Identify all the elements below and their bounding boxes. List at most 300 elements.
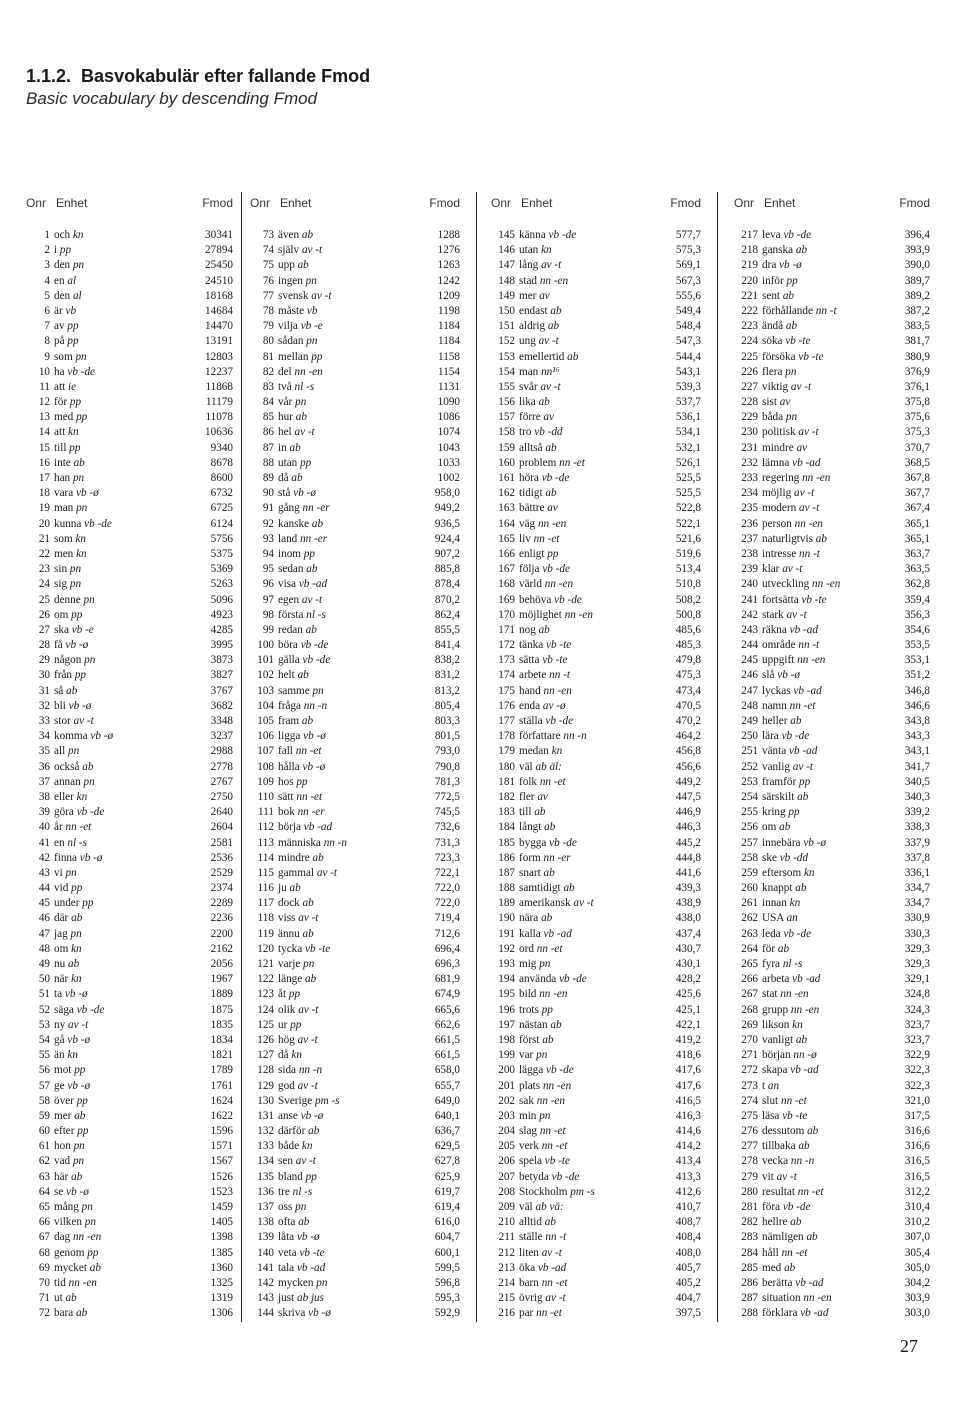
table-row	[26, 836, 233, 851]
entry-word	[50, 972, 183, 987]
entry-number: 101	[257, 654, 274, 667]
entry-word-class: vb -te	[785, 335, 811, 348]
entry-word	[274, 1185, 410, 1200]
entry-fmod: 383,5	[904, 320, 930, 333]
entry-fmod: 722,0	[434, 897, 460, 910]
table-row	[734, 911, 930, 926]
entry-word	[515, 1048, 651, 1063]
entry-word-class: ab	[798, 1140, 810, 1153]
entry-word-class: nn -t	[798, 547, 820, 560]
entry-lemma: stark	[762, 608, 784, 621]
entry-fmod: 312,2	[904, 1185, 930, 1198]
entry-word-class: nn -en	[812, 578, 841, 591]
entry-fmod: 356,3	[904, 608, 930, 621]
entry-word	[758, 729, 880, 744]
entry-lemma: bättre	[519, 502, 545, 515]
entry-word	[515, 532, 651, 547]
entry-word-class: vb -ad	[800, 1307, 829, 1320]
entry-word-class: vb -ad	[790, 1064, 819, 1077]
table-row	[250, 987, 460, 1002]
entry-word-class: vb -dd	[534, 426, 563, 439]
entry-word	[758, 532, 880, 547]
entry-word	[758, 228, 880, 243]
entry-lemma: sist	[762, 396, 777, 409]
entry-word	[758, 668, 880, 683]
entry-number: 153	[498, 350, 515, 363]
table-row	[26, 243, 233, 258]
entry-word	[274, 896, 410, 911]
entry-word-class: av -t	[794, 487, 815, 500]
entry-lemma: bland	[278, 1170, 303, 1183]
entry-lemma: sedan	[278, 563, 304, 576]
entry-lemma: eller	[54, 790, 74, 803]
table-row	[734, 1094, 930, 1109]
entry-number: 288	[741, 1307, 758, 1320]
page-heading	[26, 64, 370, 110]
entry-fmod: 539,3	[675, 380, 701, 393]
entry-number: 28	[38, 639, 50, 652]
entry-number: 247	[741, 684, 758, 697]
entry-word-class: ab äl:	[535, 760, 562, 773]
entry-word	[515, 274, 651, 289]
entry-number: 22	[38, 547, 50, 560]
entry-number: 213	[498, 1261, 515, 1274]
entry-word-class: pp	[305, 1170, 317, 1183]
entry-lemma: vänta	[762, 745, 787, 758]
entry-lemma: här	[54, 1170, 69, 1183]
table-row	[26, 228, 233, 243]
entry-lemma: övrig	[519, 1292, 543, 1305]
entry-word	[274, 425, 410, 440]
table-row	[734, 1230, 930, 1245]
entry-number: 53	[38, 1018, 50, 1031]
entry-word	[758, 380, 880, 395]
entry-word	[515, 851, 651, 866]
entry-fmod: 375,6	[904, 411, 930, 424]
entry-word-class: nn -et	[533, 532, 560, 545]
entry-word	[515, 1139, 651, 1154]
entry-lemma: stå	[278, 487, 291, 500]
table-row	[491, 1291, 701, 1306]
table-row	[491, 714, 701, 729]
entry-word-class: vb -de	[76, 1003, 105, 1016]
table-row	[250, 1185, 460, 1200]
entry-word-class: pn	[84, 1216, 96, 1229]
entry-lemma: grupp	[762, 1003, 789, 1016]
entry-lemma: verk	[519, 1140, 539, 1153]
entry-number: 216	[498, 1307, 515, 1320]
entry-fmod: 2640	[210, 806, 233, 819]
entry-lemma: dock	[278, 897, 300, 910]
entry-word-class: kn	[291, 1049, 302, 1062]
entry-fmod: 1033	[437, 456, 460, 469]
entry-word	[274, 1215, 410, 1230]
table-row	[734, 289, 930, 304]
entry-word	[50, 1139, 183, 1154]
entry-word	[50, 699, 183, 714]
entry-number: 234	[741, 487, 758, 500]
entry-lemma: efter	[54, 1125, 75, 1138]
table-row	[491, 744, 701, 759]
entry-lemma: område	[762, 639, 796, 652]
entry-fmod: 5756	[210, 532, 233, 545]
entry-word-class: nn -en	[794, 517, 823, 530]
entry-lemma: om	[54, 942, 69, 955]
table-row	[734, 517, 930, 532]
table-row	[491, 228, 701, 243]
entry-fmod: 334,7	[904, 882, 930, 895]
table-row	[250, 957, 460, 972]
entry-fmod: 485,6	[675, 623, 701, 636]
entry-word	[50, 1170, 183, 1185]
entry-number: 26	[38, 608, 50, 621]
table-row	[734, 638, 930, 653]
entry-fmod: 2056	[210, 958, 233, 970]
table-row	[734, 881, 930, 896]
entry-number: 93	[262, 532, 274, 545]
entry-lemma: föra	[762, 1201, 781, 1213]
entry-fmod: 376,9	[904, 365, 930, 378]
entry-word	[515, 1306, 651, 1321]
entry-fmod: 367,7	[904, 487, 930, 500]
entry-word-class: pn	[295, 1201, 307, 1213]
table-row	[734, 334, 930, 349]
entry-word-class: av -t	[573, 897, 594, 910]
entry-word-class: ab	[301, 229, 314, 241]
column-header-enhet: Enhet	[280, 196, 312, 210]
entry-word-class: pn	[65, 866, 77, 879]
table-row	[734, 1306, 930, 1321]
entry-word-class: pp	[786, 274, 798, 287]
entry-fmod: 354,6	[904, 623, 930, 636]
entry-fmod: 805,4	[434, 699, 460, 712]
entry-lemma: gälla	[278, 654, 300, 667]
table-row	[26, 729, 233, 744]
table-row	[734, 547, 930, 562]
section-title-text: Basvokabulär efter fallande Fmod	[81, 66, 371, 86]
entry-fmod: 416,3	[675, 1109, 701, 1122]
entry-fmod: 6124	[210, 517, 233, 530]
entry-fmod: 3827	[210, 669, 233, 682]
entry-lemma: vanlig	[762, 760, 790, 773]
entry-number: 78	[262, 304, 274, 317]
entry-fmod: 3237	[210, 730, 233, 743]
entry-number: 272	[741, 1064, 758, 1077]
entry-lemma: sin	[54, 563, 68, 576]
entry-lemma: veta	[278, 1246, 297, 1259]
entry-fmod: 878,4	[434, 578, 460, 591]
entry-number: 154	[498, 365, 515, 378]
entry-list	[26, 228, 233, 1322]
entry-word	[50, 1230, 183, 1245]
entry-number: 37	[38, 775, 50, 788]
entry-word-class: pn	[539, 958, 551, 970]
entry-fmod: 655,7	[434, 1079, 460, 1092]
entry-number: 205	[498, 1140, 515, 1153]
column-header-enhet: Enhet	[56, 196, 88, 210]
table-row	[734, 243, 930, 258]
entry-word	[50, 1276, 183, 1291]
entry-word-class: nn -et	[797, 1185, 824, 1198]
entry-fmod: 10636	[205, 426, 233, 439]
entry-fmod: 1158	[438, 350, 460, 363]
entry-word	[758, 501, 880, 516]
entry-word-class: av -t	[298, 912, 319, 925]
table-row	[491, 684, 701, 699]
entry-word	[515, 684, 651, 699]
entry-word-class: vb -ø	[296, 1231, 320, 1244]
entry-word-class: pn	[84, 654, 96, 667]
entry-word-class: ab	[779, 821, 791, 834]
entry-number: 219	[741, 259, 758, 272]
entry-number: 21	[38, 532, 50, 545]
entry-fmod: 2162	[210, 942, 233, 955]
entry-word-class: av -t	[776, 1170, 797, 1183]
table-row	[250, 1170, 460, 1185]
entry-lemma: viss	[278, 912, 296, 925]
entry-word-class: ab	[538, 623, 550, 636]
entry-fmod: 322,3	[904, 1064, 930, 1077]
entry-lemma: hos	[278, 775, 294, 788]
entry-word-class: ab	[795, 882, 807, 895]
entry-lemma: lång	[519, 259, 539, 272]
entry-fmod: 5375	[210, 547, 233, 560]
entry-lemma: ställe	[519, 1231, 543, 1244]
entry-word-class: ab	[790, 715, 802, 727]
entry-lemma: stor	[54, 715, 71, 727]
entry-fmod: 365,1	[904, 532, 930, 545]
entry-word	[758, 927, 880, 942]
entry-number: 66	[38, 1216, 50, 1229]
entry-number: 197	[498, 1018, 515, 1031]
entry-word-class: nn -en	[803, 1292, 832, 1305]
entry-fmod: 438,0	[675, 912, 701, 925]
entry-lemma: fram	[278, 715, 300, 727]
entry-number: 46	[38, 912, 50, 925]
table-row	[26, 410, 233, 425]
table-row	[491, 471, 701, 486]
entry-word-class: nn -et	[65, 821, 92, 834]
column-header-fmod: Fmod	[899, 196, 930, 210]
entry-number: 97	[262, 593, 274, 606]
table-row	[250, 1276, 460, 1291]
table-row	[734, 714, 930, 729]
entry-word	[515, 1079, 651, 1094]
entry-word	[274, 319, 410, 334]
entry-fmod: 408,7	[675, 1216, 701, 1229]
entry-word-class: nn -en	[68, 1276, 97, 1289]
entry-word-class: ab	[76, 1307, 88, 1320]
entry-lemma: ännu	[278, 927, 300, 940]
entry-number: 52	[38, 1003, 50, 1016]
table-row	[491, 638, 701, 653]
entry-word	[274, 942, 410, 957]
entry-number: 259	[741, 866, 758, 879]
entry-word	[515, 289, 651, 304]
entry-word-class: nn -n	[303, 699, 328, 712]
entry-word-class: nn -er	[302, 502, 330, 515]
entry-word-class: pm -s	[314, 1094, 340, 1107]
entry-lemma: sida	[278, 1064, 297, 1077]
table-row	[491, 456, 701, 471]
entry-word	[515, 577, 651, 592]
entry-lemma: sig	[54, 578, 68, 591]
entry-lemma: bild	[519, 988, 537, 1001]
entry-number: 177	[498, 715, 515, 727]
entry-word-class: an	[786, 912, 798, 925]
entry-word	[50, 1291, 183, 1306]
entry-lemma: fler	[519, 790, 535, 803]
table-row	[734, 1139, 930, 1154]
entry-number: 120	[257, 942, 274, 955]
entry-lemma: av	[54, 320, 65, 333]
entry-lemma: vad	[54, 1155, 71, 1168]
entry-lemma: säga	[54, 1003, 74, 1016]
entry-fmod: 712,6	[434, 927, 460, 940]
entry-lemma: ny	[54, 1018, 66, 1031]
column-header	[734, 192, 930, 214]
entry-number: 128	[257, 1064, 274, 1077]
entry-lemma: endast	[519, 304, 548, 317]
entry-fmod: 396,4	[904, 229, 930, 241]
entry-lemma: ta	[54, 988, 63, 1001]
entry-fmod: 473,4	[675, 684, 701, 697]
entry-lemma: ge	[54, 1079, 65, 1092]
entry-lemma: uppgift	[762, 654, 795, 667]
entry-word-class: nn -n	[563, 730, 587, 743]
entry-word	[50, 881, 183, 896]
table-row	[250, 456, 460, 471]
column-header-fmod: Fmod	[202, 196, 233, 210]
vocabulary-table	[26, 192, 930, 1322]
entry-number: 203	[498, 1109, 515, 1122]
entry-word	[515, 243, 651, 258]
entry-word	[515, 1094, 651, 1109]
entry-word-class: vb -de	[300, 639, 329, 652]
entry-lemma: kunna	[54, 517, 82, 530]
entry-fmod: 665,6	[434, 1003, 460, 1016]
entry-word	[758, 1154, 880, 1169]
entry-word	[515, 319, 651, 334]
table-row	[734, 1079, 930, 1094]
entry-word	[758, 304, 880, 319]
table-row	[250, 775, 460, 790]
table-row	[491, 1079, 701, 1094]
entry-fmod: 1385	[210, 1246, 233, 1259]
entry-number: 229	[741, 411, 758, 424]
entry-lemma: första	[278, 608, 304, 621]
table-row	[250, 1291, 460, 1306]
entry-word	[758, 1109, 880, 1124]
entry-lemma: håll	[762, 1246, 779, 1259]
entry-lemma: medan	[519, 745, 549, 758]
entry-word	[515, 942, 651, 957]
table-row	[250, 410, 460, 425]
entry-fmod: 303,9	[904, 1292, 930, 1305]
entry-word	[274, 1018, 410, 1033]
entry-word-class: av -t	[541, 1246, 562, 1259]
entry-word-class: vb -dd	[779, 851, 808, 864]
table-row	[734, 441, 930, 456]
entry-fmod: 1405	[210, 1216, 233, 1229]
entry-lemma: gå	[54, 1033, 65, 1046]
entry-number: 64	[38, 1185, 50, 1198]
entry-lemma: åt	[278, 988, 287, 1001]
entry-word	[758, 547, 880, 562]
table-row	[491, 425, 701, 440]
table-row	[491, 1003, 701, 1018]
entry-fmod: 449,2	[675, 775, 701, 788]
entry-number: 260	[741, 882, 758, 895]
entry-fmod: 329,1	[904, 973, 930, 986]
entry-word-class: nn -t	[549, 669, 570, 682]
entry-word	[758, 593, 880, 608]
section-subtitle: Basic vocabulary by descending Fmod	[26, 89, 318, 108]
table-row	[26, 744, 233, 759]
entry-word-class: vb -ø	[76, 487, 99, 500]
entry-word-class: nn -en	[542, 1079, 572, 1092]
entry-word	[758, 775, 880, 790]
entry-fmod: 2581	[210, 836, 233, 849]
entry-word-class: av -t	[798, 502, 820, 515]
entry-lemma: politisk	[762, 426, 796, 439]
entry-word-class: vb -de	[545, 715, 574, 727]
entry-fmod: 323,7	[904, 1018, 930, 1031]
entry-word-class: pp	[87, 1246, 99, 1259]
entry-word	[50, 896, 183, 911]
table-row	[734, 1109, 930, 1124]
table-row	[491, 410, 701, 425]
entry-lemma: över	[54, 1094, 74, 1107]
entry-word-class: ab	[312, 851, 324, 864]
entry-number: 132	[257, 1125, 274, 1138]
entry-number: 72	[38, 1307, 50, 1320]
table-row	[491, 1306, 701, 1321]
table-row	[491, 1018, 701, 1033]
entry-lemma: arbete	[519, 669, 547, 682]
entry-fmod: 1526	[210, 1170, 233, 1183]
entry-word	[758, 866, 880, 881]
entry-word	[758, 942, 880, 957]
table-row	[26, 334, 233, 349]
entry-word-class: pn	[312, 684, 324, 697]
table-row	[734, 851, 930, 866]
entry-word-class: ab	[545, 441, 557, 454]
entry-lemma: intresse	[762, 547, 797, 560]
table-row	[491, 1200, 701, 1215]
entry-lemma: han	[54, 472, 71, 484]
entry-word	[758, 881, 880, 896]
entry-word	[50, 729, 183, 744]
entry-word	[515, 410, 651, 425]
entry-word-class: vb -de	[548, 229, 577, 241]
entry-fmod: 337,8	[904, 851, 930, 864]
entry-number: 189	[498, 897, 515, 910]
entry-lemma: egen	[278, 593, 300, 606]
entry-word-class: vb -ø	[67, 1079, 91, 1092]
entry-word-class: av -t	[298, 1003, 319, 1016]
entry-word	[50, 319, 183, 334]
entry-fmod: 5096	[210, 593, 233, 606]
table-row	[491, 790, 701, 805]
entry-lemma: ställa	[519, 715, 543, 727]
entry-lemma: lika	[519, 396, 536, 409]
entry-word-class: kn	[72, 229, 84, 241]
entry-lemma: sätt	[278, 790, 294, 803]
entry-fmod: 404,7	[675, 1292, 701, 1305]
table-row	[26, 653, 233, 668]
entry-lemma: tro	[519, 426, 532, 439]
